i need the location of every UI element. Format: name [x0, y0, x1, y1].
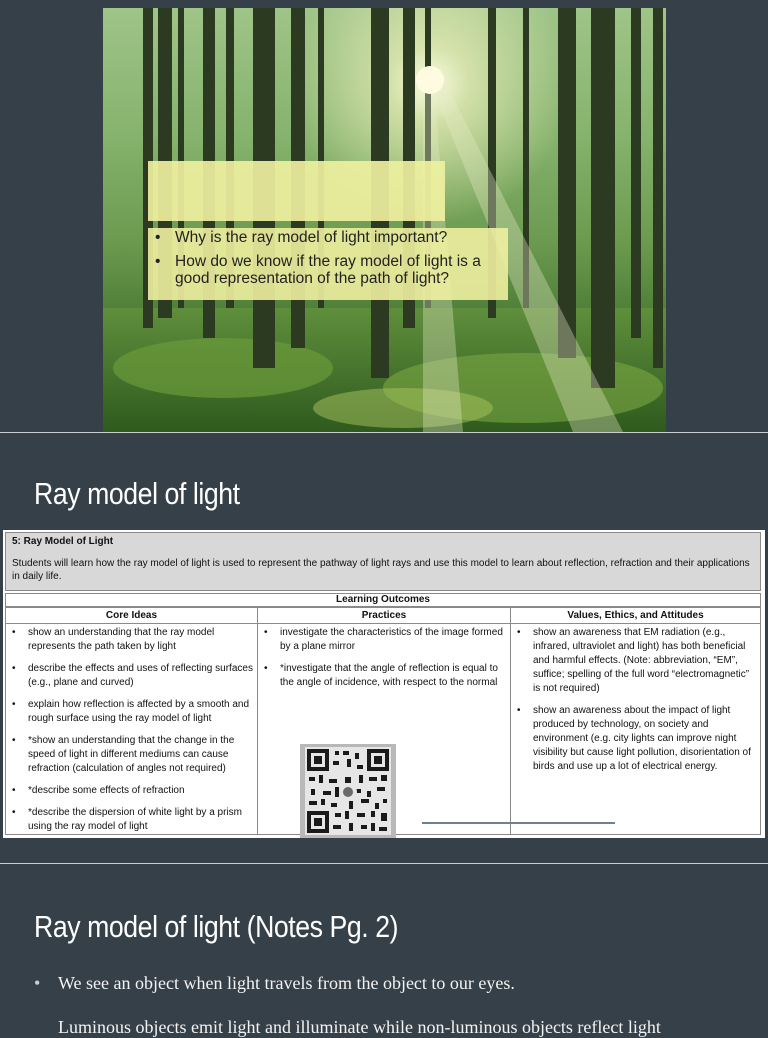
qr-code[interactable] [300, 744, 396, 838]
question-item: • How do we know if the ray model of light is a good representation of the path of light? [148, 253, 508, 287]
column-header: Values, Ethics, and Attitudes [511, 608, 760, 624]
unit-description: Students will learn how the ray model of light is used to represent the pathway of light rays and use this model to learn about reflection, refraction and their applications in daily life. [12, 558, 750, 582]
slide-divider [0, 432, 768, 433]
question-item: • Why is the ray model of light important? [148, 229, 508, 246]
unit-title: 5: Ray Model of Light [12, 536, 114, 547]
underline-mark [422, 822, 615, 824]
list-item: • explain how reflection is affected by a smooth and rough surface using the ray model of light [6, 698, 253, 726]
forest-slide [103, 8, 666, 432]
core-ideas-column [5, 607, 258, 835]
list-item: • *describe the dispersion of white light by a prism using the ray model of light [6, 806, 253, 834]
list-item: • show an awareness about the impact of light produced by technology, on society and environment (e.g. city lights can improve night visibility but cause light pollution, disorientation of birds and use up a lot of electrical energy. [511, 704, 756, 774]
values-column [510, 607, 761, 835]
list-item: • show an understanding that the ray model represents the path taken by light [6, 626, 253, 654]
column-header: Core Ideas [6, 608, 257, 624]
list-item: • show an awareness that EM radiation (e.g., infrared, ultraviolet and light) has both beneficial and harmful effects. (Note: abbreviation, “EM”, suffice; spelling of the full word “electromagnetic” is not required) [511, 626, 756, 696]
list-item: • investigate the characteristics of the image formed by a plane mirror [258, 626, 506, 654]
slide-heading: Ray model of light (Notes Pg. 2) [34, 909, 399, 944]
bullet-icon: • [34, 973, 41, 993]
unit-header [5, 532, 761, 591]
cut-off-text: Luminous objects emit light and illuminate while non-luminous objects reflect light [58, 1017, 661, 1037]
bullet-text: We see an object when light travels from the object to our eyes. [58, 973, 515, 993]
qr-code-icon [305, 747, 391, 835]
learning-outcomes-label: Learning Outcomes [5, 593, 761, 607]
list-item: • *investigate that the angle of reflection is equal to the angle of incidence, with respect to the normal [258, 662, 506, 690]
list-item: • describe the effects and uses of reflecting surfaces (e.g., plane and curved) [6, 662, 253, 690]
slide-divider [0, 863, 768, 864]
list-item: • *describe some effects of refraction [6, 784, 253, 798]
question-box [148, 228, 508, 300]
curriculum-document [3, 530, 765, 838]
slide-heading: Ray model of light [34, 476, 240, 511]
slide-title-box [148, 161, 445, 221]
column-header: Practices [258, 608, 510, 624]
list-item: • *show an understanding that the change in the speed of light in different mediums can cause refraction (calculation of angles not required) [6, 734, 253, 776]
